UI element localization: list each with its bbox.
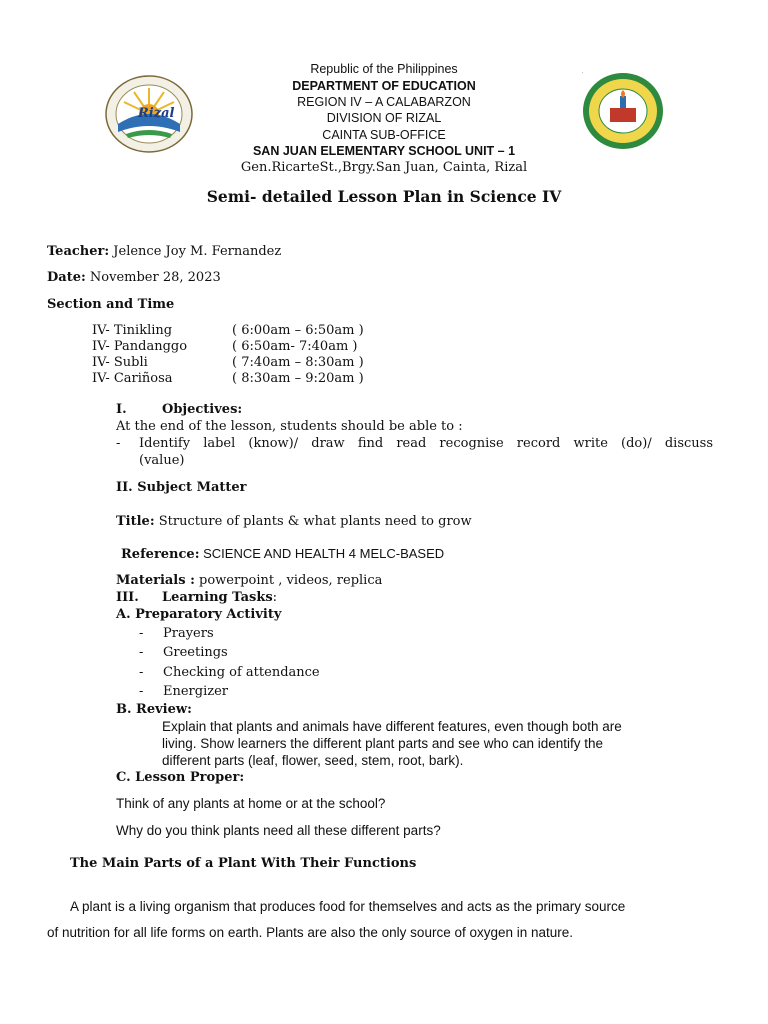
date-value: November 28, 2023 xyxy=(85,270,221,285)
main-parts-heading: The Main Parts of a Plant With Their Functions xyxy=(70,856,417,871)
objectives-item-cont: (value) xyxy=(139,453,185,468)
section-row xyxy=(92,339,357,355)
section-time: ( 6:50am- 7:40am ) xyxy=(232,339,358,354)
materials-value: powerpoint , videos, replica xyxy=(194,573,383,588)
lesson-question-2: Why do you think plants need all these different parts? xyxy=(116,823,441,838)
header-republic: Republic of the Philippines xyxy=(310,62,458,76)
section-name: IV- Cariñosa xyxy=(92,371,173,386)
section-row xyxy=(92,355,364,371)
teacher-label: Teacher: xyxy=(47,244,110,259)
lesson-proper-heading: C. Lesson Proper: xyxy=(116,770,245,785)
learning-tasks-heading: Learning Tasks xyxy=(162,590,273,605)
header-division: DIVISION OF RIZAL xyxy=(326,111,442,125)
materials-line xyxy=(116,573,382,589)
preparatory-heading: A. Preparatory Activity xyxy=(116,607,282,622)
review-text-1: Explain that plants and animals have different features, even though both are xyxy=(162,719,622,734)
section-name: IV- Tinikling xyxy=(92,323,173,338)
main-parts-paragraph-2: of nutrition for all life forms on earth. Plants are also the only source of oxygen in nature. xyxy=(47,925,574,940)
objectives-heading: Objectives: xyxy=(162,402,243,417)
reference-label: Reference: xyxy=(121,547,200,562)
reference-line xyxy=(121,546,444,563)
header-address: Gen.RicarteSt.,Brgy.San Juan, Cainta, Rizal xyxy=(240,160,528,175)
page-title: Semi- detailed Lesson Plan in Science IV xyxy=(206,187,562,206)
lesson-title-label: Title: xyxy=(116,514,155,529)
main-parts-paragraph-1: A plant is a living organism that produces food for themselves and acts as the primary source xyxy=(70,899,626,914)
learning-tasks-colon: : xyxy=(272,590,278,605)
lesson-title-value: Structure of plants & what plants need to grow xyxy=(154,514,472,529)
section-time: ( 8:30am – 9:20am ) xyxy=(232,371,364,386)
teacher-value: Jelence Joy M. Fernandez xyxy=(109,244,282,259)
objectives-intro: At the end of the lesson, students should be able to : xyxy=(116,419,463,434)
objectives-item: Identify label (know)/ draw find read recognise record write (do)/ discuss xyxy=(139,436,713,451)
header-school: SAN JUAN ELEMENTARY SCHOOL UNIT – 1 xyxy=(252,144,516,158)
review-text-2: living. Show learners the different plant parts and see who can identify the xyxy=(162,736,604,751)
learning-tasks-number: III. xyxy=(116,590,139,605)
review-text-3: different parts (leaf, flower, seed, stem, root, bark). xyxy=(162,753,464,768)
section-time: ( 7:40am – 8:30am ) xyxy=(232,355,364,370)
teacher-line xyxy=(47,244,281,260)
learning-tasks-line xyxy=(162,590,277,606)
materials-label: Materials : xyxy=(116,573,195,588)
section-row xyxy=(92,371,364,387)
section-row xyxy=(92,323,364,339)
lesson-title-line xyxy=(116,514,472,530)
section-name: IV- Subli xyxy=(92,355,148,370)
header-region: REGION IV – A CALABARZON xyxy=(297,95,471,109)
logo-text: Rizal xyxy=(138,106,175,121)
reference-value: SCIENCE AND HEALTH 4 MELC-BASED xyxy=(199,546,445,561)
header-sub-office: CAINTA SUB-OFFICE xyxy=(322,128,446,142)
section-time: ( 6:00am – 6:50am ) xyxy=(232,323,364,338)
list-item: - Prayers xyxy=(139,626,214,641)
list-item: - Checking of attendance xyxy=(139,665,320,680)
subject-matter-heading: II. Subject Matter xyxy=(116,480,247,495)
section-time-label: Section and Time xyxy=(47,297,175,312)
objectives-dash: - xyxy=(116,436,121,451)
section-name: IV- Pandanggo xyxy=(92,339,188,354)
header-department: DEPARTMENT OF EDUCATION xyxy=(292,79,476,93)
date-line xyxy=(47,270,221,286)
objectives-number: I. xyxy=(116,402,127,417)
list-item: - Greetings xyxy=(139,645,228,660)
lesson-question-1: Think of any plants at home or at the school? xyxy=(116,796,386,811)
date-label: Date: xyxy=(47,270,86,285)
review-heading: B. Review: xyxy=(116,702,192,717)
list-item: - Energizer xyxy=(139,684,229,699)
